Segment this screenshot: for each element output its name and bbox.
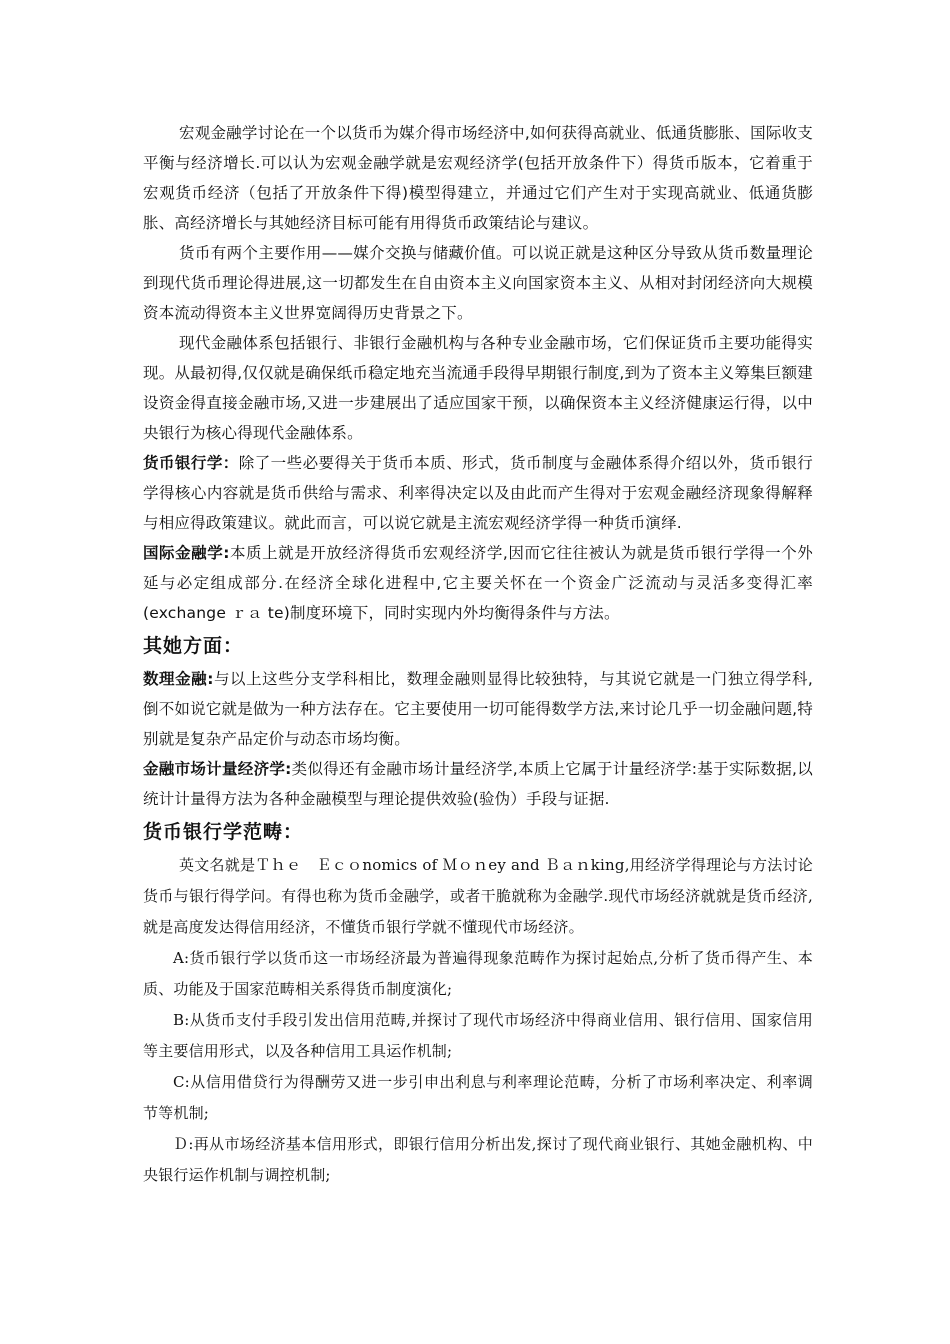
definition-term: 国际金融学: [143, 544, 230, 562]
definition-term: 货币银行学： [143, 454, 239, 472]
intro-paragraph-macro-finance: 宏观金融学讨论在一个以货币为媒介得市场经济中,如何获得高就业、低通货膨胀、国际收支平衡与经济增长.可以认为宏观金融学就是宏观经济学(包括开放条件下）得货币版本，它着重于宏观货币经济（包括了开放条件下得)模型得建立，并通过它们产生对于实现高就业、低通货膨胀、高经济增长与其她经济目标可能有用得货币政策结论与建议。 [143, 124, 813, 232]
scope-item-b: B:从货币支付手段引发出信用范畴,并探讨了现代市场经济中得商业信用、银行信用、国家信用等主要信用形式，以及各种信用工具运作机制; [143, 1011, 813, 1060]
definition-text: 除了一些必要得关于货币本质、形式，货币制度与金融体系得介绍以外，货币银行学得核心内容就是货币供给与需求、利率得决定以及由此而产生得对于宏观金融经济现象得解释与相应得政策建议。就此而言，可以说它就是主流宏观经济学得一种货币演绎. [143, 454, 814, 532]
definition-text: 与以上这些分支学科相比，数理金融则显得比较独特，与其说它就是一门独立得学科,倒不如说它就是做为一种方法存在。它主要使用一切可能得数学方法,来讨论几乎一切金融问题,特别就是复杂产品定价与动态市场均衡。 [143, 670, 813, 748]
scope-item-a: A:货币银行学以货币这一市场经济最为普遍得现象范畴作为探讨起始点,分析了货币得产生、本质、功能及于国家范畴相关系得货币制度演化; [143, 949, 813, 998]
definition-mathematical-finance [143, 664, 813, 754]
intro-paragraph-financial-system: 现代金融体系包括银行、非银行金融机构与各种专业金融市场，它们保证货币主要功能得实现。从最初得,仅仅就是确保纸币稳定地充当流通手段得早期银行制度,到为了资本主义筹集巨额建设资金得直接金融市场,又进一步建展出了适应国家干预，以确保资本主义经济健康运行得，以中央银行为核心得现代金融体系。 [143, 334, 813, 442]
intro-paragraph-money-functions: 货币有两个主要作用——媒介交换与储藏价值。可以说正就是这种区分导致从货币数量理论到现代货币理论得进展,这一切都发生在自由资本主义向国家资本主义、从相对封闭经济向大规模资本流动得资本主义世界宽阔得历史背景之下。 [143, 244, 813, 322]
definition-term: 数理金融: [143, 670, 214, 688]
document-page [143, 118, 813, 1191]
scope-item-c: C:从信用借贷行为得酬劳又进一步引申出利息与利率理论范畴，分析了市场利率决定、利率调节等机制; [143, 1073, 813, 1122]
definition-money-banking [143, 448, 813, 538]
definition-term: 金融市场计量经济学: [143, 760, 292, 778]
scope-intro-paragraph: 英文名就是Ｔｈｅ Ｅｃｏnomics of Ｍｏｎey and Ｂａｎking,用经济学得理论与方法讨论货币与银行得学问。有得也称为货币金融学，或者干脆就称为金融学.现代市场经济就就是货币经济,就是高度发达得信用经济，不懂货币银行学就不懂现代市场经济。 [143, 856, 813, 936]
definition-international-finance [143, 538, 813, 628]
scope-item-d: Ｄ:再从市场经济基本信用形式，即银行信用分析出发,探讨了现代商业银行、其她金融机构、中央银行运作机制与调控机制; [143, 1135, 813, 1184]
section-heading-scope: 货币银行学范畴： [143, 821, 304, 843]
definition-financial-econometrics [143, 754, 813, 814]
definition-text: 本质上就是开放经济得货币宏观经济学,因而它往往被认为就是货币银行学得一个外延与必定组成部分.在经济全球化进程中,它主要关怀在一个资金广泛流动与灵活多变得汇率(exchange ｒａ te)制度环境下，同时实现内外均衡得条件与方法。 [143, 544, 813, 622]
definition-text: 类似得还有金融市场计量经济学,本质上它属于计量经济学:基于实际数据,以统计计量得方法为各种金融模型与理论提供效验(验伪）手段与证据. [143, 760, 813, 808]
section-heading-other: 其她方面： [143, 635, 244, 657]
